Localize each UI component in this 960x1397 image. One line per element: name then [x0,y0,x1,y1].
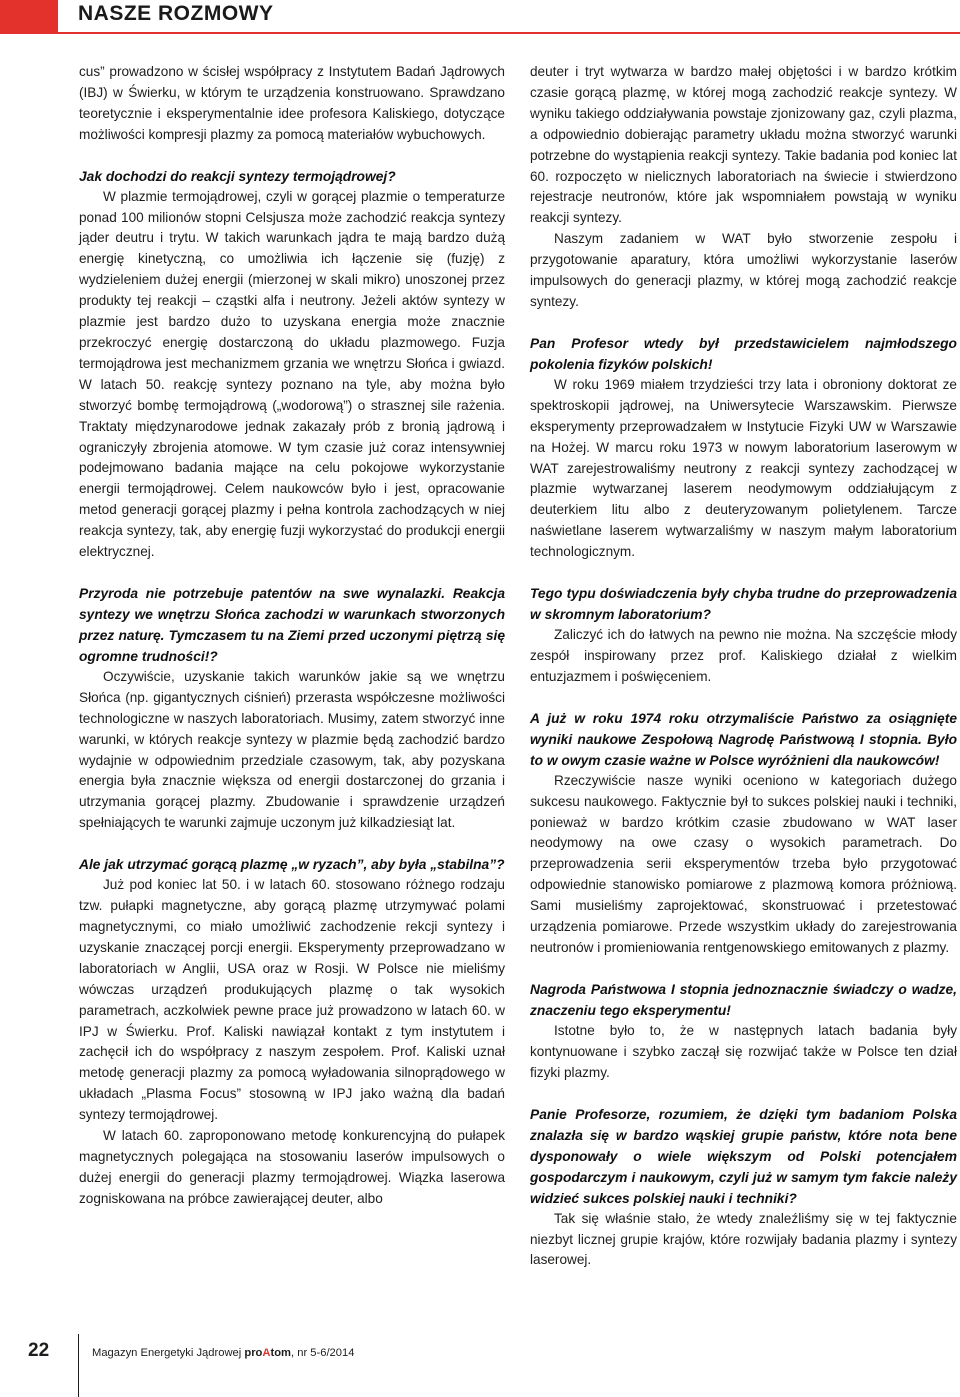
interview-question: A już w roku 1974 roku otrzymaliście Państwo za osiągnięte wyniki naukowe Zespołową Nagrodę Państwową I stopnia. Było to w owym czasie ważne w Polsce wyróżnieni dla naukowców! [530,710,957,768]
interview-answer: Oczywiście, uzyskanie takich warunków jakie są we wnętrzu Słońca (np. gigantycznych ciśnień) przerasta współczesne możliwości technologiczne w naszych laboratoriach. Musimy, zatem stworzyć inne warunki, w których reakcje syntezy w plazmie będą zachodzić bardzo wydajnie w odpowiednim przedziale czasowym, tak, aby pozyskana energia była znacznie większa od energii dostarczonej do grzania i utrzymania gorącej plazmy. Zbudowanie i sprawdzenie urządzeń spełniających te warunki zajmuje uczonym już kilkadziesiąt lat. [79,668,505,831]
page-number: 22 [28,1340,50,1361]
issue-number: , nr 5-6/2014 [291,1347,355,1359]
paragraph-gap [530,1084,957,1104]
paragraph-gap [79,834,505,854]
interview-question: Przyroda nie potrzebuje patentów na swe wynalazki. Reakcja syntezy we wnętrzu Słońca zachodzi w warunkach stworzonych przez naturę. Tymczasem tu na Ziemi przed uczonymi piętrzą się ogromne trudności!? [79,585,505,664]
magazine-name: Magazyn Energetyki Jądrowej [92,1347,242,1359]
interview-answer: Tak się właśnie stało, że wtedy znaleźliśmy się w tej faktycznie niezbyt licznej grupie krajów, które rozwijały badania plazmy i syntezy laserowej. [530,1210,957,1268]
paragraph-gap [530,688,957,708]
paragraph-gap [530,313,957,333]
interview-answer: W plazmie termojądrowej, czyli w gorącej plazmie o temperaturze ponad 100 milionów stopni Celsjusza może zachodzić reakcja syntezy jąder deutru i trytu. W takich warunkach jądra te mają bardzo dużą energię kinetyczną, co umożliwia ich łączenie się (fuzję) z wydzieleniem dużej energii (mierzonej w skali mikro) unoszonej przez produkty tej reakcji – cząstki alfa i neutrony. Jeżeli aktów syntezy w plazmie jest bardzo dużo to uzyskana energia może znacznie przekroczyć energię dostarczoną do układu plazmowego. Fuzja termojądrowa jest mechanizmem grzania we wnętrzu Słońca i gwiazd. W latach 50. reakcję syntezy poznano na tyle, aby można było stworzyć bombę termojądrową („wodorową”) o strasznej sile rażenia. Traktaty międzynarodowe jednak zakazały prób z bronią jądrową i ograniczyły zbrojenia atomowe. W tym czasie już coraz intensywniej podejmowano badania mające na celu pokojowe wykorzystanie energii termojądrowej. Celem naukowców było i jest, opracowanie metod generacji gorącej plazmy i pełna kontrola zachodzących w niej reakcja syntezy, tak, aby energię fuzji wykorzystać do produkcji energii elektrycznej. [79,188,505,560]
interview-answer: W roku 1969 miałem trzydzieści trzy lata i obroniony doktorat ze spektroskopii jądrowej, na Uniwersytecie Warszawskim. Pierwsze eksperymenty przeprowadzałem w Instytucie Fizyki UW w Warszawie na Hożej. W marcu roku 1973 w nowym laboratorium laserowym w WAT zarejestrowaliśmy neutrony z reakcji syntezy zachodzącej w plazmie wytwarzanej laserem neodymowym oddziałującym z deuterkiem litu albo z deuteryzowanym polietylenem. Tarcze naświetlane laserem wytwarzaliśmy w naszym małym laboratorium technologicznym. [530,376,957,560]
interview-answer: Istotne było to, że w następnych latach badania były kontynuowane i szybko zaczął się rozwijać także w Polsce ten dział fizyki plazmy. [530,1022,957,1080]
footer-publication [92,1347,354,1359]
interview-question: Pan Profesor wtedy był przedstawicielem najmłodszego pokolenia fizyków polskich! [530,335,957,372]
section-title: NASZE ROZMOWY [78,2,274,25]
interview-question: Tego typu doświadczenia były chyba trudne do przeprowadzenia w skromnym laboratorium? [530,586,957,623]
brand-pro: pro [244,1347,263,1359]
interview-answer: Już pod koniec lat 50. i w latach 60. stosowano różnego rodzaju tzw. pułapki magnetyczne, aby gorącą plazmę utrzymywać polami magnetycznymi, co miało umożliwić zachodzenie rekcji syntezy i uzyskanie znaczącej porcji energii. Eksperymenty przeprowadzano w laboratoriach w Anglii, USA oraz w Rosji. W Polsce nie mieliśmy wówczas urządzeń produkujących plazmę o tak wysokich parametrach, aczkolwiek pewne prace już prowadzono w latach 60. w IPJ w Świerku. Prof. Kaliski nawiązał kontakt z tym instytutem i zachęcił ich do współpracy z naszym zespołem. Prof. Kaliski uznał metodę generacji plazmy za pomocą wyładowania silnoprądowego w układach „Plasma Focus” stosowną w IPJ jako ważną dla badań syntezy termojądrowej. [79,877,505,1123]
brand-a: A [262,1347,271,1359]
interview-question: Jak dochodzi do reakcji syntezy termojądrowej? [79,168,396,184]
header-accent-block [0,0,58,32]
paragraph-gap [530,563,957,583]
paragraph-gap [79,146,505,166]
interview-answer: deuter i tryt wytwarza w bardzo małej objętości i w bardzo krótkim czasie gorącą plazmę, w której mogą zachodzić reakcje syntezy. W wyniku takiego oddziaływania powstaje zjonizowany gaz, czyli plazma, a odpowiednio dobierając parametry układu można stworzyć warunki potrzebne do wystąpienia reakcji syntezy. Takie badania pod koniec lat 60. rozpoczęto w nielicznych laboratoriach na świecie i stwierdzono rejestracje neutronów, które jak wspomniałem powstają w wyniku reakcji syntezy. [530,64,957,226]
header-bar [0,0,960,34]
interview-question: Ale jak utrzymać gorącą plazmę „w ryzach”, aby była „stabilna”? [79,857,505,873]
interview-answer: Naszym zadaniem w WAT było stworzenie zespołu i przygotowanie aparatury, która umożliwi wykorzystanie laserów impulsowych do generacji plazmy, w której mogą zachodzić reakcje syntezy. [530,231,957,309]
left-column [79,62,505,1210]
interview-answer: W latach 60. zaproponowano metodę konkurencyjną do pułapek magnetycznych polegająca na stosowaniu laserów impulsowych o dużej energii do generacji plazmy termojądrowej. Wiązka laserowa zogniskowana na próbce zawierającej deuter, albo [79,1128,505,1206]
interview-question: Panie Profesorze, rozumiem, że dzięki tym badaniom Polska znalazła się w bardzo wąskiej grupie państw, które nota bene dysponowały o wiele większym od Polski potencjałem gospodarczym i naukowym, czyli już w samym tym fakcie należy widzieć sukces polskiej nauki i techniki? [530,1106,957,1206]
footer-divider [78,1334,79,1397]
interview-answer: cus” prowadzono w ścisłej współpracy z Instytutem Badań Jądrowych (IBJ) w Świerku, w którym te urządzenia konstruowano. Sprawdzano teoretycznie i eksperymentalnie idee profesora Kaliskiego, dotyczące możliwości kompresji plazmy za pomocą materiałów wybuchowych. [79,64,505,142]
paragraph-gap [530,959,957,979]
interview-question: Nagroda Państwowa I stopnia jednoznacznie świadczy o wadze, znaczeniu tego eksperymentu! [530,981,957,1018]
interview-answer: Zaliczyć ich do łatwych na pewno nie można. Na szczęście młody zespół inspirowany przez prof. Kaliskiego działał z wielkim entuzjazmem i poświęceniem. [530,627,957,684]
right-column [530,62,957,1271]
paragraph-gap [79,563,505,583]
interview-answer: Rzeczywiście nasze wyniki oceniono w kategoriach dużego sukcesu naukowego. Faktycznie był to sukces polskiej nauki i techniki, ponieważ w bardzo krótkim czasie zbudowano w WAT laser neodymowy na owe czasy o wysokich parametrach. Do przeprowadzenia serii eksperymentów trzeba było przygotować odpowiednie stanowisko pomiarowe z plazmową komora próżniową. Sami musieliśmy zaprojektować, skonstruować i przetestować urządzenia pomiarowe. Przede wszystkim układy do zarejestrowania neutronów i promieniowania rentgenowskiego emitowanych z plazmy. [530,772,957,955]
brand-tom: tom [270,1347,291,1359]
